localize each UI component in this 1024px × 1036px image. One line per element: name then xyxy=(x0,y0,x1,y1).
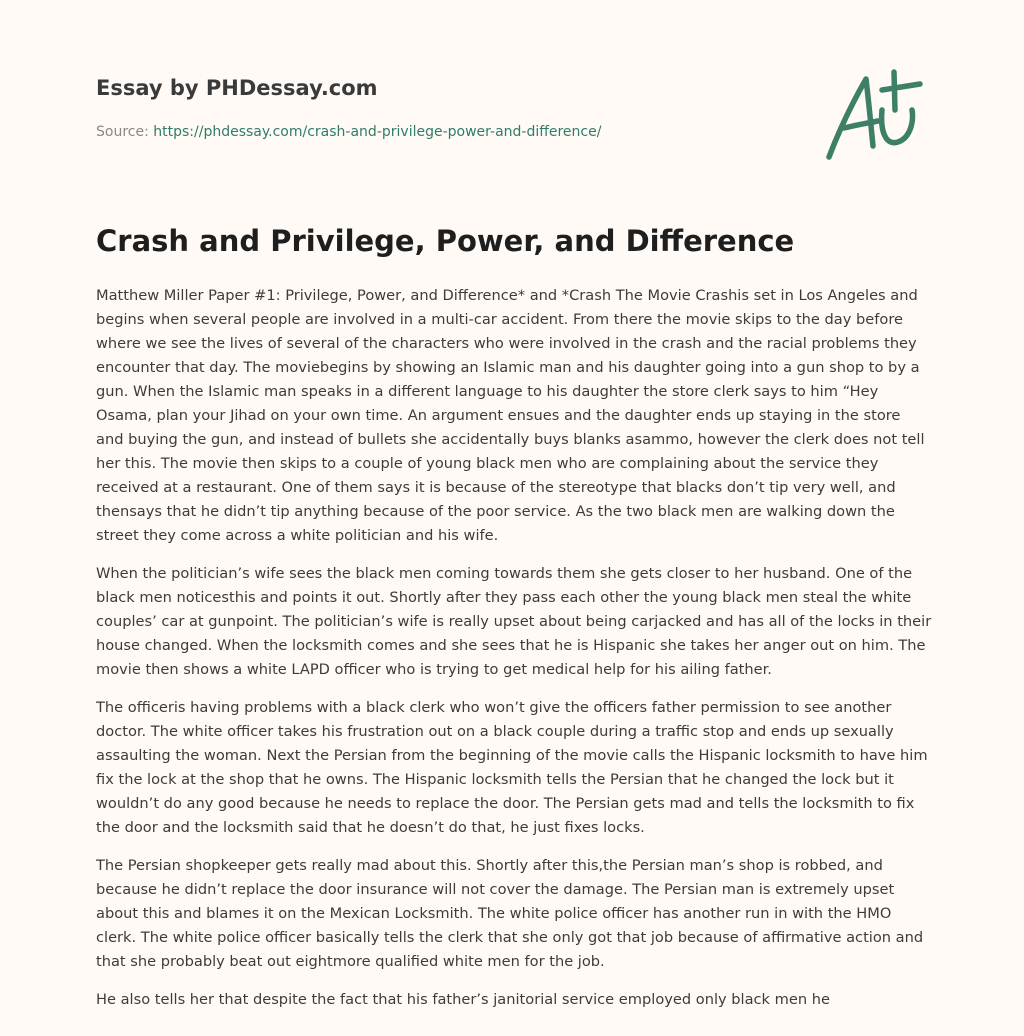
brand-title: Essay by PHDessay.com xyxy=(96,76,378,100)
source-link[interactable]: https://phdessay.com/crash-and-privilege-power-and-difference/ xyxy=(153,124,602,140)
essay-paragraph: Matthew Miller Paper #1: Privilege, Power, and Difference* and *Crash The Movie Crashis set in Los Angeles and begins when several people are involved in a multi-car accident. From there the movie skips to the day before where we see the lives of several of the characters who were involved in the crash and the racial problems they encounter that day. The moviebegins by showing an Islamic man and his daughter going into a gun shop to by a gun. When the Islamic man speaks in a different language to his daughter the store clerk says to him “Hey Osama, plan your Jihad on your own time. An argument ensues and the daughter ends up staying in the store and buying the gun, and instead of bullets she accidentally buys blanks asammo, however the clerk does not tell her this. The movie then skips to a couple of young black men who are complaining about the service they received at a restaurant. One of them says it is because of the stereotype that blacks don’t tip very well, and thensays that he didn’t tip anything because of the poor service. As the two black men are walking down the street they come across a white politician and his wife. xyxy=(96,287,925,544)
a-plus-grade-icon xyxy=(820,66,930,166)
essay-title: Crash and Privilege, Power, and Difference xyxy=(96,224,795,258)
source-label: Source: xyxy=(96,124,154,140)
essay-paragraph: The Persian shopkeeper gets really mad about this. Shortly after this,the Persian man’s shop is robbed, and because he didn’t replace the door insurance will not cover the damage. The Persian man is extremely upset about this and blames it on the Mexican Locksmith. The white police officer has another run in with the HMO clerk. The white police officer basically tells the clerk that she only got that job because of affirmative action and that she probably beat out eightmore qualified white men for the job. xyxy=(96,857,924,970)
essay-paragraph: He also tells her that despite the fact that his father’s janitorial service employed only black men he xyxy=(96,991,830,1008)
essay-body xyxy=(96,284,932,1026)
essay-paragraph: The officeris having problems with a black clerk who won’t give the officers father permission to see another doctor. The white officer takes his frustration out on a black couple during a traffic stop and ends up sexually assaulting the woman. Next the Persian from the beginning of the movie calls the Hispanic locksmith to have him fix the lock at the shop that he owns. The Hispanic locksmith tells the Persian that he changed the lock but it wouldn’t do any good because he needs to replace the door. The Persian gets mad and tells the locksmith to fix the door and the locksmith said that he doesn’t do that, he just fixes locks. xyxy=(96,699,928,836)
essay-paragraph: When the politician’s wife sees the black men coming towards them she gets closer to her husband. One of the black men noticesthis and points it out. Shortly after they pass each other the young black men steal the white couples’ car at gunpoint. The politician’s wife is really upset about being carjacked and has all of the locks in their house changed. When the locksmith comes and she sees that he is Hispanic she takes her anger out on him. The movie then shows a white LAPD officer who is trying to get medical help for his ailing father. xyxy=(96,565,932,678)
source-line xyxy=(96,124,601,140)
essay-header xyxy=(0,0,1024,180)
